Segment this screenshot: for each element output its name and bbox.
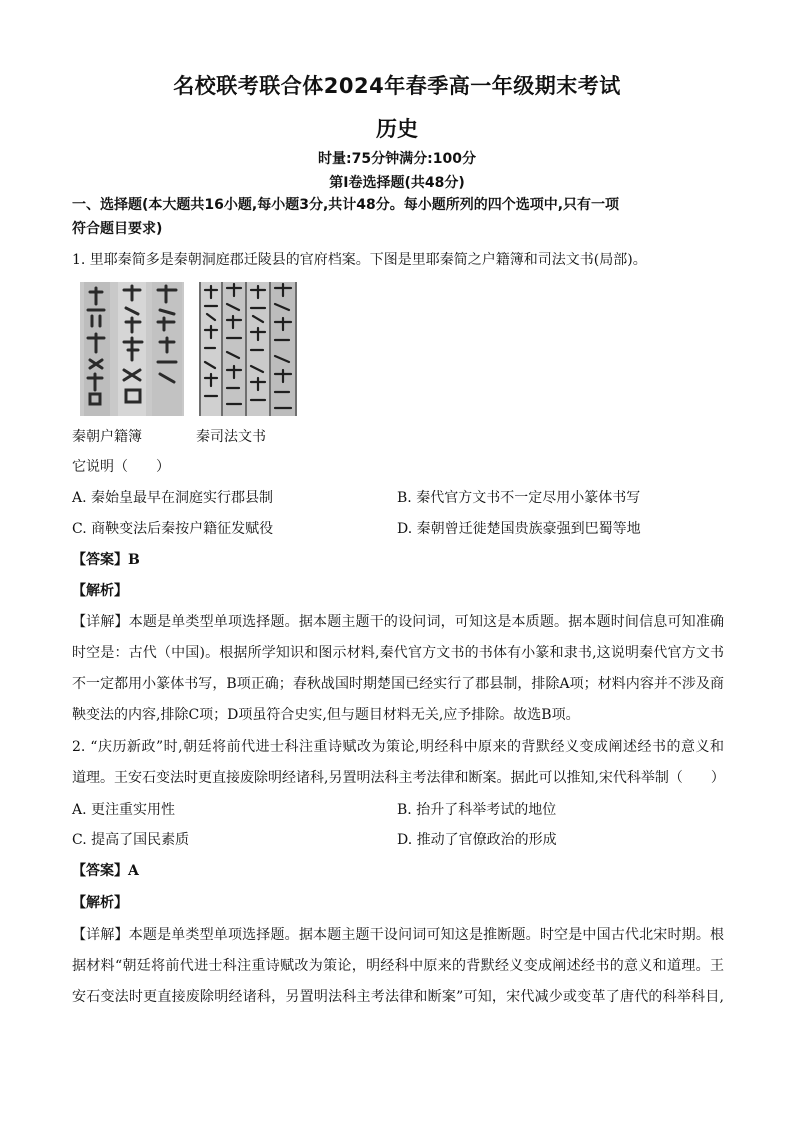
q2-option-a: A. 更注重实用性 [72,802,176,818]
q1-detail-line1: 【详解】本题是单类型单项选择题。据本题主题干的设问词，可知这是本质题。据本题时间信息可知准确 [72,614,724,630]
volume-heading: 第Ⅰ卷选择题(共48分) [329,175,465,191]
caption-household-register: 秦朝户籍簿 [72,429,142,445]
q2-detail-line3: 安石变法时更直接废除明经诸科，另置明法科主考法律和断案”可知，宋代减少或变革了唐代的科举科目, [72,989,724,1005]
q1-detail-line3: 不一定都用小篆体书写，B项正确；春秋战国时期楚国已经实行了郡县制，排除A项；材料内容并不涉及商 [72,676,724,692]
time-info: 时量:75分钟满分:100分 [318,151,476,167]
qin-household-register-image [80,282,184,416]
q1-option-b: B. 秦代官方文书不一定尽用小篆体书写 [397,490,641,506]
qin-judicial-document-image [199,282,297,416]
q1-analysis-label: 【解析】 [72,583,128,599]
q2-detail-line2: 据材料“朝廷将前代进士科注重诗赋改为策论，明经科中原来的背默经义变成阐述经书的意义和道理。王 [72,958,724,974]
q2-stem-line1: 2. “庆历新政”时,朝廷将前代进士科注重诗赋改为策论,明经科中原来的背默经义变成阐述经书的意义和 [72,739,724,755]
q2-detail-line1: 【详解】本题是单类型单项选择题。据本题主题干设问词可知这是推断题。时空是中国古代北宋时期。根 [72,927,724,943]
q1-option-a: A. 秦始皇最早在洞庭实行郡县制 [72,490,274,506]
q2-stem-line2: 道理。王安石变法时更直接废除明经诸科,另置明法科主考法律和断案。据此可以推知,宋代科举制（ ） [72,770,725,786]
section-heading-line1: 一、选择题(本大题共16小题,每小题3分,共计48分。每小题所列的四个选项中,只有一项 [72,197,620,213]
q2-answer: 【答案】A [72,863,139,879]
subject-title: 历史 [376,117,418,141]
q2-option-c: C. 提高了国民素质 [72,832,190,848]
q2-option-b: B. 抬升了科举考试的地位 [397,802,557,818]
q1-prompt: 它说明（ ） [72,459,170,475]
q1-detail-line4: 鞅变法的内容,排除C项；D项虽符合史实,但与题目材料无关,应予排除。故选B项。 [72,707,580,723]
q1-answer: 【答案】B [72,552,140,568]
bamboo-slip-photo-2 [199,282,297,416]
exam-title: 名校联考联合体2024年春季高一年级期末考试 [173,74,621,98]
caption-judicial-document: 秦司法文书 [196,429,266,445]
q1-option-c: C. 商鞅变法后秦按户籍征发赋役 [72,521,274,537]
q1-detail-line2: 时空是：古代（中国)。根据所学知识和图示材料,秦代官方文书的书体有小篆和隶书,这说明秦代官方文书 [72,645,724,661]
q2-option-d: D. 推动了官僚政治的形成 [397,832,557,848]
q1-option-d: D. 秦朝曾迁徙楚国贵族豪强到巴蜀等地 [397,521,641,537]
q2-analysis-label: 【解析】 [72,895,128,911]
bamboo-slip-photo-1 [80,282,184,416]
section-heading-line2: 符合题目要求) [72,221,163,237]
q1-stem: 1. 里耶秦简多是秦朝洞庭郡迁陵县的官府档案。下图是里耶秦简之户籍簿和司法文书(局部)。 [72,252,647,268]
